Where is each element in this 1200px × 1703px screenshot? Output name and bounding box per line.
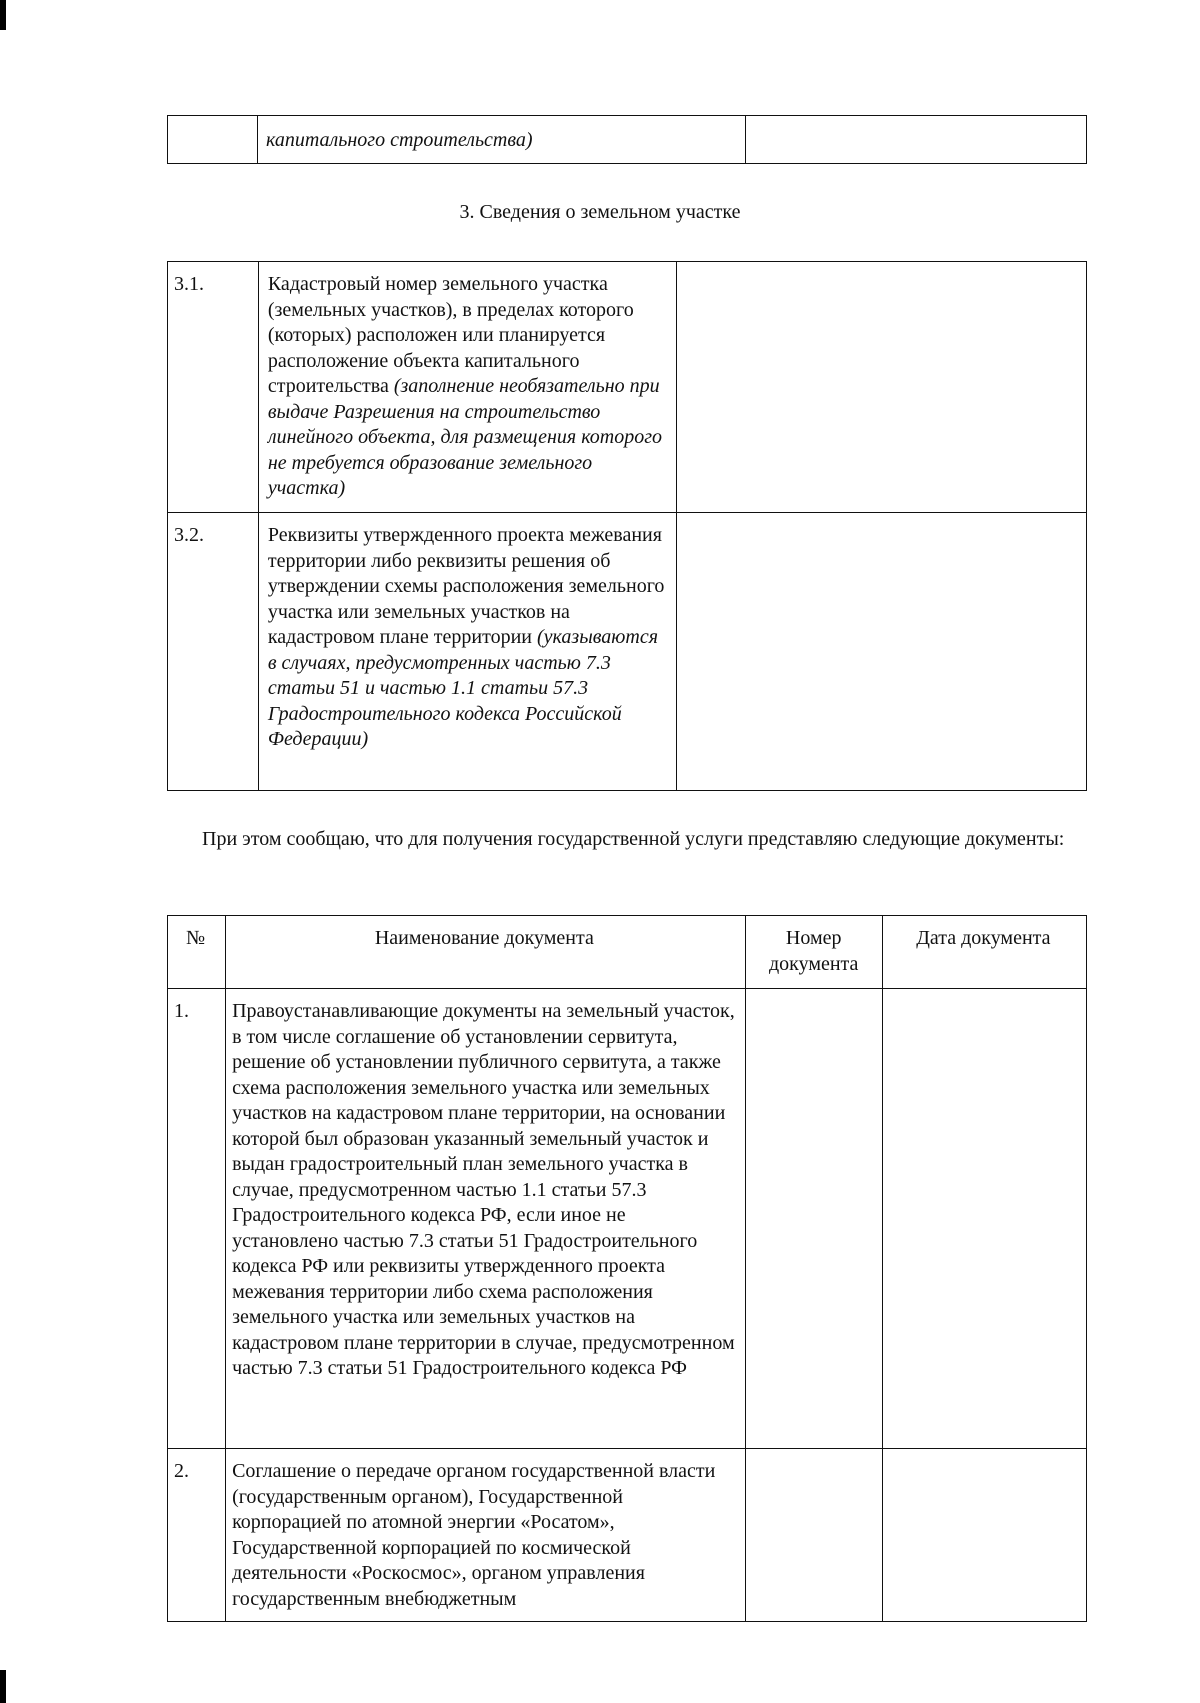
intro-paragraph: При этом сообщаю, что для получения государственной услуги представляю следующие документы: xyxy=(202,828,1065,850)
documents-table xyxy=(167,915,1087,1622)
value-cell xyxy=(746,116,1087,164)
row-label-text: Кадастровый номер земельного участка (земельных участков), в пределах которого (которых) расположен или планируется расположение объекта капитального строительства xyxy=(267,273,634,397)
row-number: 3.1. xyxy=(174,273,204,295)
number-cell xyxy=(745,989,882,1449)
name-cell xyxy=(226,1449,746,1622)
header-name xyxy=(226,916,746,989)
value-cell xyxy=(677,262,1087,513)
row-label xyxy=(259,262,676,508)
header-date-text: Дата документа xyxy=(916,927,1051,949)
row-number: 2. xyxy=(174,1460,189,1482)
row-number: 1. xyxy=(174,1000,189,1022)
section-heading: 3. Сведения о земельном участке xyxy=(459,201,741,223)
table-row xyxy=(168,1449,1087,1622)
continuation-text: капитального строительства) xyxy=(266,129,533,151)
scan-edge-mark xyxy=(0,0,6,30)
row-number: 3.2. xyxy=(174,524,204,546)
row-label xyxy=(259,513,676,759)
row-note: (заполнение необязательно при выдаче Разрешения на строительство линейного объекта, для размещения которого не требуется образование земельного участка) xyxy=(267,375,663,499)
header-num xyxy=(168,916,226,989)
num-cell xyxy=(168,116,258,164)
table-header-row xyxy=(168,916,1087,989)
header-number xyxy=(745,916,882,989)
num-cell xyxy=(168,1449,226,1622)
table-row xyxy=(168,513,1087,791)
label-cell xyxy=(258,262,676,513)
land-parcel-table xyxy=(167,261,1087,791)
number-cell xyxy=(745,1449,882,1622)
label-cell xyxy=(258,513,676,791)
table-row xyxy=(168,989,1087,1449)
date-cell xyxy=(882,989,1086,1449)
header-name-text: Наименование документа xyxy=(374,927,594,949)
table-row xyxy=(168,262,1087,513)
scan-edge-mark xyxy=(0,1670,6,1703)
name-cell xyxy=(226,989,746,1449)
num-cell xyxy=(168,262,259,513)
text-cell xyxy=(258,116,746,164)
row-label-text: Реквизиты утвержденного проекта межевания территории либо реквизиты решения об утверждении схемы расположения земельного участка или земельных участков на кадастровом плане территории xyxy=(267,524,665,648)
row-note: (указываются в случаях, предусмотренных частью 7.3 статьи 51 и частью 1.1 статьи 57.3 Градостроительного кодекса Российской Федерации) xyxy=(267,626,659,750)
continuation-table xyxy=(167,115,1087,164)
num-cell xyxy=(168,513,259,791)
table-row xyxy=(168,116,1087,164)
header-num-text: № xyxy=(185,927,206,949)
header-date xyxy=(882,916,1086,989)
header-number-text: Номер документа xyxy=(768,927,859,975)
document-name: Соглашение о передаче органом государственной власти (государственным органом), Государственной корпорацией по атомной энергии «Росатом», Государственной корпорацией по космической деятельности «Роскосмос», органом управления государственным внебюджетным xyxy=(232,1460,716,1610)
document-name: Правоустанавливающие документы на земельный участок, в том числе соглашение об установлении сервитута, решение об установлении публичного сервитута, а также схема расположения земельного участка или земельных участков на кадастровом плане территории, на основании которой был образован указанный земельный участок и выдан градостроительный план земельного участка в случае, предусмотренном частью 1.1 статьи 57.3 Градостроительного кодекса РФ, если иное не установлено частью 7.3 статьи 51 Градостроительного кодекса РФ или реквизиты утвержденного проекта межевания территории либо схема расположения земельного участка или земельных участков на кадастровом плане территории в случае, предусмотренном частью 7.3 статьи 51 Градостроительного кодекса РФ xyxy=(232,1000,735,1379)
date-cell xyxy=(882,1449,1086,1622)
value-cell xyxy=(677,513,1087,791)
num-cell xyxy=(168,989,226,1449)
